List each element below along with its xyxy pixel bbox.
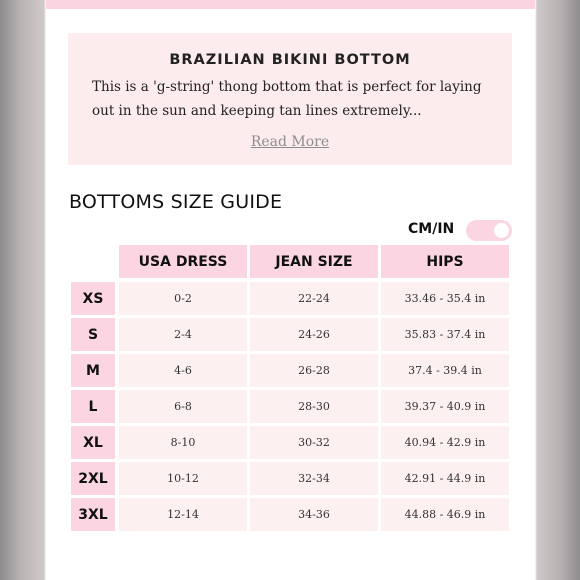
cell-usa-dress: 4-6 — [119, 354, 247, 387]
read-more-link[interactable]: Read More — [250, 134, 330, 150]
size-guide-title: BOTTOMS SIZE GUIDE — [69, 191, 283, 213]
product-title: BRAZILIAN BIKINI BOTTOM — [169, 52, 411, 68]
cell-hips: 35.83 - 37.4 in — [381, 318, 509, 351]
row-header-size: L — [71, 390, 115, 423]
toggle-knob — [494, 223, 509, 238]
unit-toggle-switch[interactable] — [466, 220, 512, 241]
cell-usa-dress: 8-10 — [119, 426, 247, 459]
column-header-jean-size: JEAN SIZE — [250, 245, 378, 278]
cell-usa-dress: 12-14 — [119, 498, 247, 531]
cell-jean-size: 26-28 — [250, 354, 378, 387]
cell-hips: 40.94 - 42.9 in — [381, 426, 509, 459]
cell-jean-size: 32-34 — [250, 462, 378, 495]
unit-toggle-label: CM/IN — [408, 221, 455, 237]
column-header-hips: HIPS — [381, 245, 509, 278]
row-header-size: XS — [71, 282, 115, 315]
cell-hips: 44.88 - 46.9 in — [381, 498, 509, 531]
cell-hips: 37.4 - 39.4 in — [381, 354, 509, 387]
cell-jean-size: 30-32 — [250, 426, 378, 459]
cell-jean-size: 28-30 — [250, 390, 378, 423]
cell-usa-dress: 0-2 — [119, 282, 247, 315]
top-pink-strip — [46, 0, 535, 9]
cell-usa-dress: 2-4 — [119, 318, 247, 351]
row-header-size: 2XL — [71, 462, 115, 495]
cell-hips: 39.37 - 40.9 in — [381, 390, 509, 423]
cell-hips: 33.46 - 35.4 in — [381, 282, 509, 315]
cell-usa-dress: 6-8 — [119, 390, 247, 423]
product-description: This is a 'g-string' thong bottom that is perfect for laying out in the sun and keeping tan lines extremely... — [92, 79, 482, 119]
row-header-size: 3XL — [71, 498, 115, 531]
row-header-size: XL — [71, 426, 115, 459]
row-header-size: M — [71, 354, 115, 387]
cell-usa-dress: 10-12 — [119, 462, 247, 495]
cell-jean-size: 24-26 — [250, 318, 378, 351]
column-header-usa-dress: USA DRESS — [119, 245, 247, 278]
product-description-card — [68, 33, 512, 165]
row-header-size: S — [71, 318, 115, 351]
cell-jean-size: 22-24 — [250, 282, 378, 315]
cell-hips: 42.91 - 44.9 in — [381, 462, 509, 495]
cell-jean-size: 34-36 — [250, 498, 378, 531]
